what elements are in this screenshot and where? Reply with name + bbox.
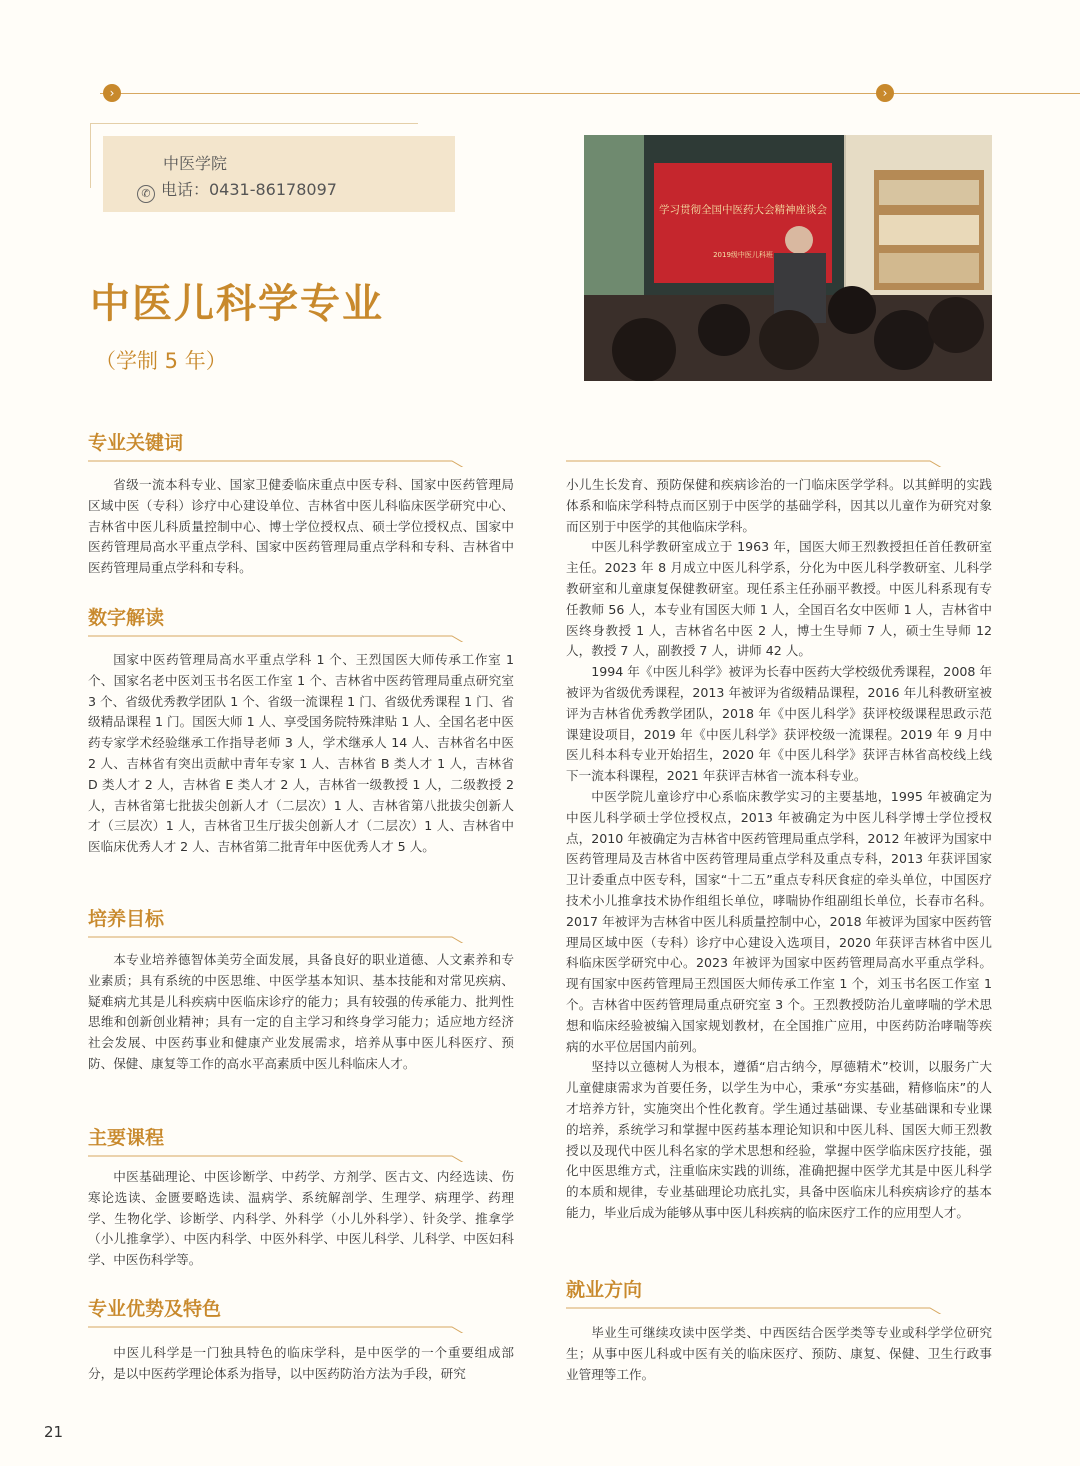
- section-rule: [88, 931, 514, 943]
- phone-number: 电话：0431-86178097: [161, 180, 337, 199]
- page-subtitle: （学制 5 年）: [95, 349, 227, 373]
- section-title-goals: 培养目标: [88, 908, 165, 930]
- section-rule: [566, 455, 992, 467]
- section-rule: [88, 455, 514, 467]
- chevron-right-icon: ›: [103, 84, 121, 102]
- college-info-box: [103, 136, 455, 212]
- section-rule: [88, 1150, 514, 1162]
- section-title-numbers: 数字解读: [88, 607, 165, 629]
- advantages-text-start: 中医儿科学是一门独具特色的临床学科，是中医学的一个重要组成部分，是以中医药学理论体系为指导，以中医药防治方法为手段，研究: [88, 1345, 514, 1381]
- chevron-right-icon: ›: [876, 84, 894, 102]
- section-rule: [566, 1302, 992, 1314]
- numbers-text: 国家中医药管理局高水平重点学科 1 个、王烈国医大师传承工作室 1 个、国家名老中医刘玉书名医工作室 1 个、吉林省中医药管理局重点研究室 3 个、省级优秀教学团队 1 个、省级一流课程 1 门、省级优秀课程 1 门、省级精品课程 1 门。国医大师 1 人、享受国务院特殊津贴 1 人、全国名老中医药专家学术经验继承工作指导老师 3 人，学术继承人 14 人、吉林省名中医 2 人、吉林省有突出贡献中青年专家 1 人、吉林省 B 类人才 1 人，吉林省 D 类人才 2 人，吉林省 E 类人才 2 人，吉林省一级教授 1 人，二级教授 2 人，吉林省第七批拔尖创新人才（二层次）1 人、吉林省第八批拔尖创新人才（三层次）1 人，吉林省卫生厅拔尖创新人才（二层次）1 人、吉林省中医临床优秀人才 2 人、吉林省第二批青年中医优秀人才 5 人。: [88, 652, 514, 855]
- goals-text: 本专业培养德智体美劳全面发展，具备良好的职业道德、人文素养和专业素质；具有系统的中医思维、中医学基本知识、基本技能和对常见疾病、疑难病尤其是儿科疾病中医临床诊疗的能力；具有较强的传承能力、批判性思维和创新创业精神；具有一定的自主学习和终身学习能力；适应地方经济社会发展、中医药事业和健康产业发展需求，培养从事中医儿科医疗、预防、保健、康复等工作的高水平高素质中医儿科临床人才。: [88, 952, 514, 1071]
- section-title-courses: 主要课程: [88, 1127, 165, 1149]
- phone-row: [137, 177, 337, 203]
- section-title-keywords: 专业关键词: [88, 432, 184, 454]
- phone-icon: ✆: [137, 185, 155, 203]
- page-title: 中医儿科学专业: [90, 281, 384, 327]
- header-rule: [100, 93, 1080, 94]
- page-number: 21: [44, 1423, 64, 1441]
- keywords-text: 省级一流本科专业、国家卫健委临床重点中医专科、国家中医药管理局区域中医（专科）诊疗中心建设单位、吉林省中医儿科临床医学研究中心、吉林省中医儿科质量控制中心、博士学位授权点、硕士学位授权点、国家中医药管理局高水平重点学科、国家中医药管理局重点学科和专科、吉林省中医药管理局重点学科和专科。: [88, 477, 514, 576]
- college-name: 中医学院: [163, 154, 228, 173]
- section-title-advantages: 专业优势及特色: [88, 1298, 222, 1320]
- employment-text: 毕业生可继续攻读中医学类、中西医结合医学类等专业或科学学位研究生；从事中医儿科或中医有关的临床医疗、预防、康复、保健、卫生行政事业管理等工作。: [566, 1325, 992, 1382]
- classroom-photo: [584, 135, 992, 381]
- banner-date: 2019级中医儿科班: [713, 251, 773, 259]
- section-rule: [88, 1321, 514, 1333]
- courses-text: 中医基础理论、中医诊断学、中药学、方剂学、医古文、内经选读、伤寒论选读、金匮要略选读、温病学、系统解剖学、生理学、病理学、药理学、生物化学、诊断学、内科学、外科学（小儿外科学）、针灸学、推拿学（小儿推拿学）、中医内科学、中医外科学、中医儿科学、儿科学、中医妇科学、中医伤科学等。: [88, 1169, 514, 1268]
- section-title-employment: 就业方向: [566, 1279, 643, 1301]
- advantages-text-continued: 小儿生长发育、预防保健和疾病诊治的一门临床医学学科。以其鲜明的实践体系和临床学科特点而区别于中医学的基础学科，因其以儿童作为研究对象而区别于中医学的其他临床学科。 中医儿科学教研室成立于 1963 年，国医大师王烈教授担任首任教研室主任。2023 年 8 月成立中医儿科学系，分化为中医儿科学教研室、儿科学教研室和儿童康复保健教研室。现任系主任孙丽平教授。中医儿科系现有专任教师 56 人，本专业有国医大师 1 人，全国百名女中医师 1 人，吉林省中医终身教授 1 人，吉林省名中医 2 人，博士生导师 7 人，硕士生导师 12 人，教授 7 人，副教授 7 人，讲师 42 人。 1994 年《中医儿科学》被评为长春中医药大学校级优秀课程，2008 年被评为省级优秀课程，2013 年被评为省级精品课程，2016 年儿科教研室被评为吉林省优秀教学团队，2018 年《中医儿科学》获评校级课程思政示范课建设项目，2019 年《中医儿科学》获评校级一流课程。2019 年 9 月中医儿科本科专业开始招生，2020 年《中医儿科学》获评吉林省高校线上线下一流本科课程，2021 年获评吉林省一流本科专业。 中医学院儿童诊疗中心系临床教学实习的主要基地，1995 年被确定为中医儿科学硕士学位授权点，2013 年被确定为中医儿科学博士学位授权点，2010 年被确定为吉林省中医药管理局重点学科，2012 年被评为国家中医药管理局及吉林省中医药管理局重点学科及重点专科，2013 年获评国家卫计委重点中医专科，国家“十二五”重点专科厌食症的牵头单位，中国医疗技术小儿推拿技术协作组组长单位，哮喘协作组副组长单位，长春市名科。2017 年被评为吉林省中医儿科质量控制中心，2018 年被评为国家中医药管理局区域中医（专科）诊疗中心建设入选项目，2020 年获评吉林省中医儿科临床医学研究中心。2023 年被评为国家中医药管理局高水平重点学科。现有国家中医药管理局王烈国医大师传承工作室 1 个，刘玉书名医工作室 1 个。吉林省中医药管理局重点研究室 3 个。王烈教授防治儿童哮喘的学术思想和临床经验被编入国家规划教材，在全国推广应用，中医药防治哮喘等疾病的水平位居国内前列。 坚持以立德树人为根本，遵循“启古纳今，厚德精术”校训，以服务广大儿童健康需求为首要任务，以学生为中心，秉承“夯实基础，精修临床”的人才培养方针，实施突出个性化教育。学生通过基础课、专业基础课和专业课的培养，系统学习和掌握中医药基本理论知识和中医儿科、国医大师王烈教授以及现代中医儿科名家的学术思想和经验，掌握中医学临床医疗技能，强化中医思维方式，注重临床实践的训练，准确把握中医学尤其是中医儿科学的本质和规律，专业基础理论功底扎实，具备中医临床儿科疾病诊疗的基本能力，毕业后成为能够从事中医儿科疾病的临床医疗工作的应用型人才。: [566, 477, 992, 1220]
- banner-title: 学习贯彻全国中医药大会精神座谈会: [659, 204, 827, 216]
- section-rule: [88, 630, 514, 642]
